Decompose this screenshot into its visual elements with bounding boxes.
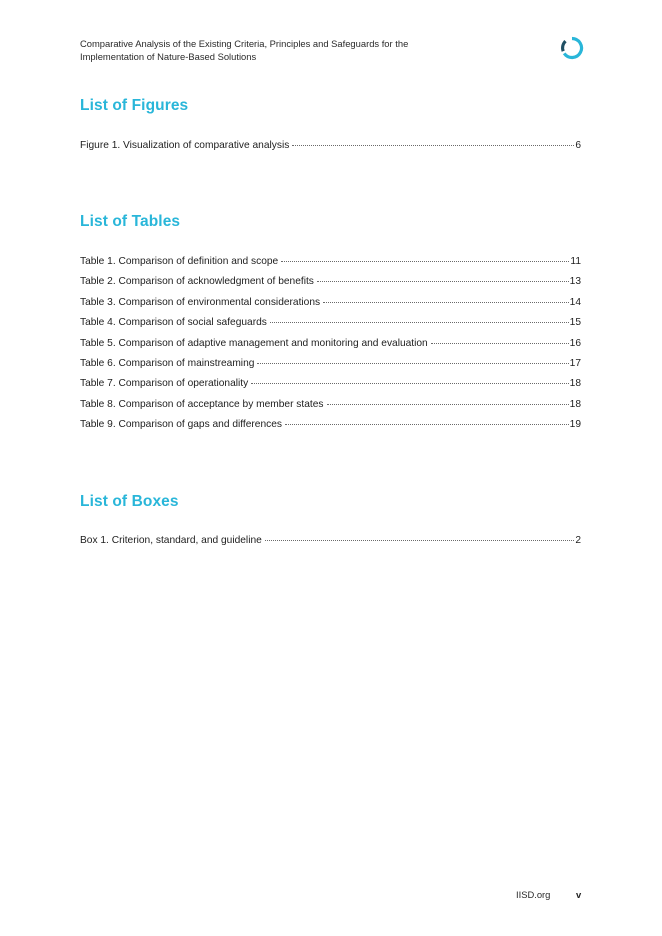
toc-dot-leader <box>251 383 568 384</box>
footer-site-link[interactable]: IISD.org <box>516 889 551 900</box>
toc-entry-table-8[interactable] <box>80 395 581 415</box>
figures-toc-list <box>80 136 581 156</box>
toc-dot-leader <box>281 261 569 262</box>
toc-dot-leader <box>431 343 569 344</box>
toc-entry-table-4[interactable] <box>80 313 581 333</box>
toc-entry-page: 2 <box>575 535 581 546</box>
toc-entry-page: 13 <box>569 276 581 288</box>
iisd-ring-logo-icon <box>560 36 584 60</box>
toc-entry-table-7[interactable] <box>80 374 581 394</box>
toc-entry-page: 15 <box>569 317 581 329</box>
toc-entry-page: 17 <box>569 357 581 369</box>
toc-dot-leader <box>270 322 569 323</box>
toc-entry-label: Table 7. Comparison of operationality <box>80 378 249 390</box>
toc-entry-table-2[interactable] <box>80 272 581 292</box>
toc-entry-page: 19 <box>569 419 581 431</box>
list-of-boxes-heading: List of Boxes <box>80 493 179 510</box>
toc-entry-page: 18 <box>569 398 581 410</box>
toc-dot-leader <box>285 424 569 425</box>
toc-entry-label: Table 4. Comparison of social safeguards <box>80 317 267 329</box>
toc-dot-leader <box>292 145 574 146</box>
toc-entry-table-3[interactable] <box>80 293 581 313</box>
toc-entry-figure-1[interactable] <box>80 136 581 156</box>
running-header <box>80 37 500 63</box>
toc-entry-label: Table 9. Comparison of gaps and differences <box>80 419 282 431</box>
toc-entry-page: 6 <box>575 140 581 151</box>
toc-dot-leader <box>265 540 575 541</box>
toc-entry-label: Table 1. Comparison of definition and scope <box>80 256 279 267</box>
toc-entry-table-9[interactable] <box>80 415 581 435</box>
toc-entry-label: Box 1. Criterion, standard, and guideline <box>80 535 262 546</box>
footer-page-number: v <box>576 889 582 900</box>
toc-entry-box-1[interactable] <box>80 531 581 551</box>
header-title-line-2: Implementation of Nature-Based Solutions <box>80 51 257 62</box>
toc-entry-page: 14 <box>569 296 581 308</box>
header-title-line-1: Comparative Analysis of the Existing Criteria, Principles and Safeguards for the <box>80 38 409 49</box>
tables-toc-list <box>80 252 581 436</box>
toc-entry-table-6[interactable] <box>80 354 581 374</box>
boxes-toc-list <box>80 531 581 551</box>
toc-entry-page: 11 <box>570 256 581 267</box>
toc-dot-leader <box>323 302 569 303</box>
toc-entry-table-1[interactable] <box>80 252 581 272</box>
toc-dot-leader <box>257 363 568 364</box>
toc-dot-leader <box>317 281 569 282</box>
list-of-figures-heading: List of Figures <box>80 97 189 114</box>
list-of-tables-heading: List of Tables <box>80 213 181 230</box>
toc-entry-table-5[interactable] <box>80 334 581 354</box>
toc-entry-label: Table 2. Comparison of acknowledgment of benefits <box>80 276 314 288</box>
toc-dot-leader <box>327 404 569 405</box>
toc-entry-label: Table 6. Comparison of mainstreaming <box>80 357 255 369</box>
toc-entry-page: 18 <box>569 378 581 390</box>
toc-entry-label: Table 5. Comparison of adaptive management and monitoring and evaluation <box>80 337 428 349</box>
toc-entry-label: Table 3. Comparison of environmental considerations <box>80 296 321 308</box>
toc-entry-label: Figure 1. Visualization of comparative analysis <box>80 140 290 151</box>
toc-entry-label: Table 8. Comparison of acceptance by member states <box>80 398 324 410</box>
toc-entry-page: 16 <box>569 337 581 349</box>
